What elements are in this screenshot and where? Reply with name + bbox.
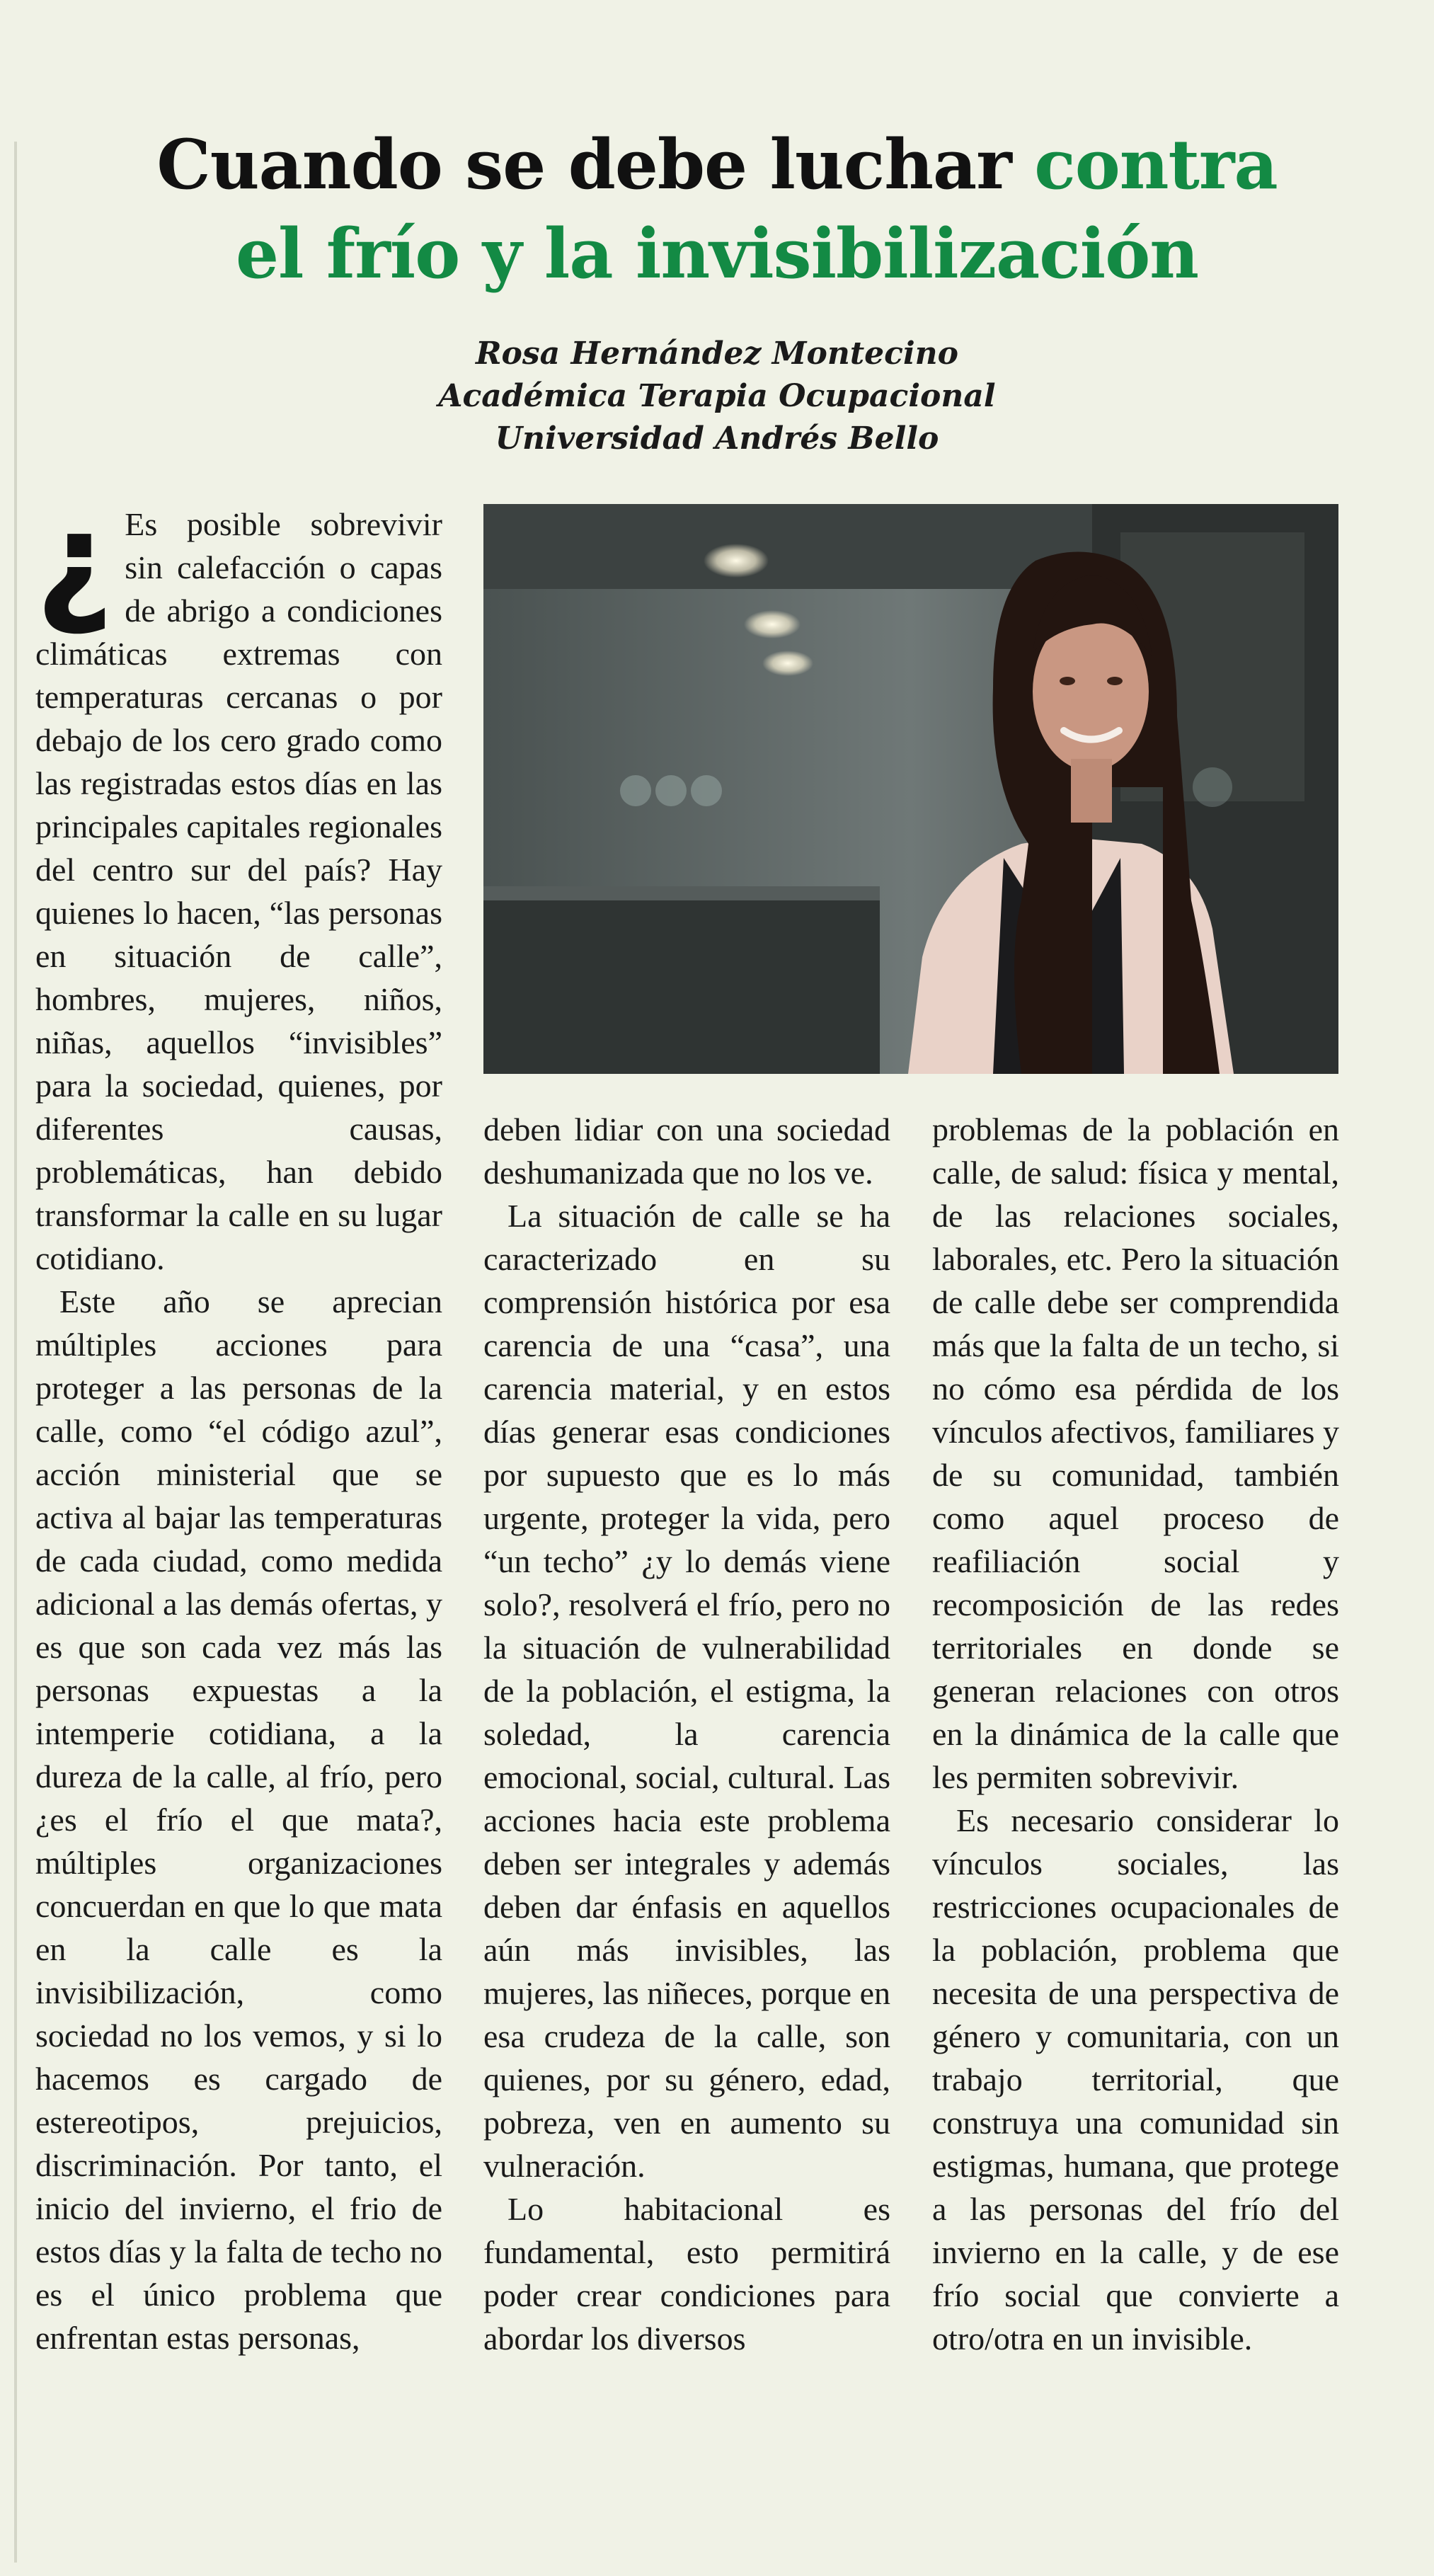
paragraph: problemas de la población en calle, de salud: física y mental, de las relaciones sociales, laborales, etc. Pero la situación de calle debe ser comprendida más que la falta de un techo, si no cómo esa pérdida de los vínculos afectivos, familiares y de su comunidad, también como aquel proceso de reafiliación social y recomposición de las redes territoriales en donde se generan relaciones con otros en la dinámica de la calle que les permiten sobrevivir. [932,1111,1339,1795]
headline-part-green: contra [1034,125,1278,205]
paragraph: Lo habitacional es fundamental, esto permitirá poder crear condiciones para abordar los diversos [483,2191,890,2357]
article-byline [0,333,1434,460]
author-name: Rosa Hernández Montecino [475,336,959,372]
author-institution: Universidad Andrés Bello [495,420,939,457]
headline-line-2: el frío y la invisibilización [235,214,1199,294]
drop-cap: ¿ [35,483,114,639]
paragraph: Es necesario considerar lo vínculos sociales, las restricciones ocupacionales de la población, problema que necesita de una perspectiva de género y comunitaria, con un trabajo territorial, que construya una comunidad sin estigmas, humana, que protege a las personas del frío del invierno en la calle, y de ese frío social que convierte a otro/otra en un invisible. [932,1802,1339,2357]
author-photo [483,504,1338,1074]
headline-part-dark: Cuando se debe luchar [156,125,1035,205]
headline-line-1 [0,120,1434,210]
article-headline [0,120,1434,299]
article-column-1 [35,483,442,2359]
paragraph: Es posible sobrevivir sin calefacción o capas de abrigo a condiciones climáticas extremas con temperaturas cercanas o por debajo de los cero grado como las registradas estos días en las principales capitales regionales del centro sur del país? Hay quienes lo hacen, “las personas en situación de calle”, hombres, mujeres, niños, niñas, aquellos “invisibles” para la sociedad, quienes, por diferentes causas, problemáticas, han debido transformar la calle en su lugar cotidiano. [35,506,442,1276]
article-column-3 [932,1108,1339,2360]
paragraph: La situación de calle se ha caracterizado en su comprensión histórica por esa carencia de una “casa”, una carencia material, y en estos días generar esas condiciones por supuesto que es lo más urgente, proteger la vida, pero “un techo” ¿y lo demás viene solo?, resolverá el frío, pero no la situación de vulnerabilidad de la población, el estigma, la soledad, la carencia emocional, social, cultural. Las acciones hacia este problema deben ser integrales y además deben dar énfasis en aquellos aún más invisibles, las mujeres, las niñeces, porque en esa crudeza de la calle, son quienes, por su género, edad, pobreza, ven en aumento su vulneración. [483,1198,890,2184]
page-margin-rule [14,142,17,2563]
paragraph: deben lidiar con una sociedad deshumanizada que no los ve. [483,1111,890,1191]
article-column-2 [483,1108,890,2360]
paragraph: Este año se aprecian múltiples acciones para proteger a las personas de la calle, como “el código azul”, acción ministerial que se activa al bajar las temperaturas de cada ciudad, como medida adicional a las demás ofertas, y es que son cada vez más las personas expuestas a la intemperie cotidiana, a la dureza de la calle, al frío, pero ¿es el frío el que mata?, múltiples organizaciones concuerdan en que lo que mata en la calle es la invisibilización, como sociedad no los vemos, y si lo hacemos es cargado de estereotipos, prejuicios, discriminación. Por tanto, el inicio del invierno, el frio de estos días y la falta de techo no es el único problema que enfrentan estas personas, [35,1283,442,2356]
author-role: Académica Terapia Ocupacional [438,378,996,414]
